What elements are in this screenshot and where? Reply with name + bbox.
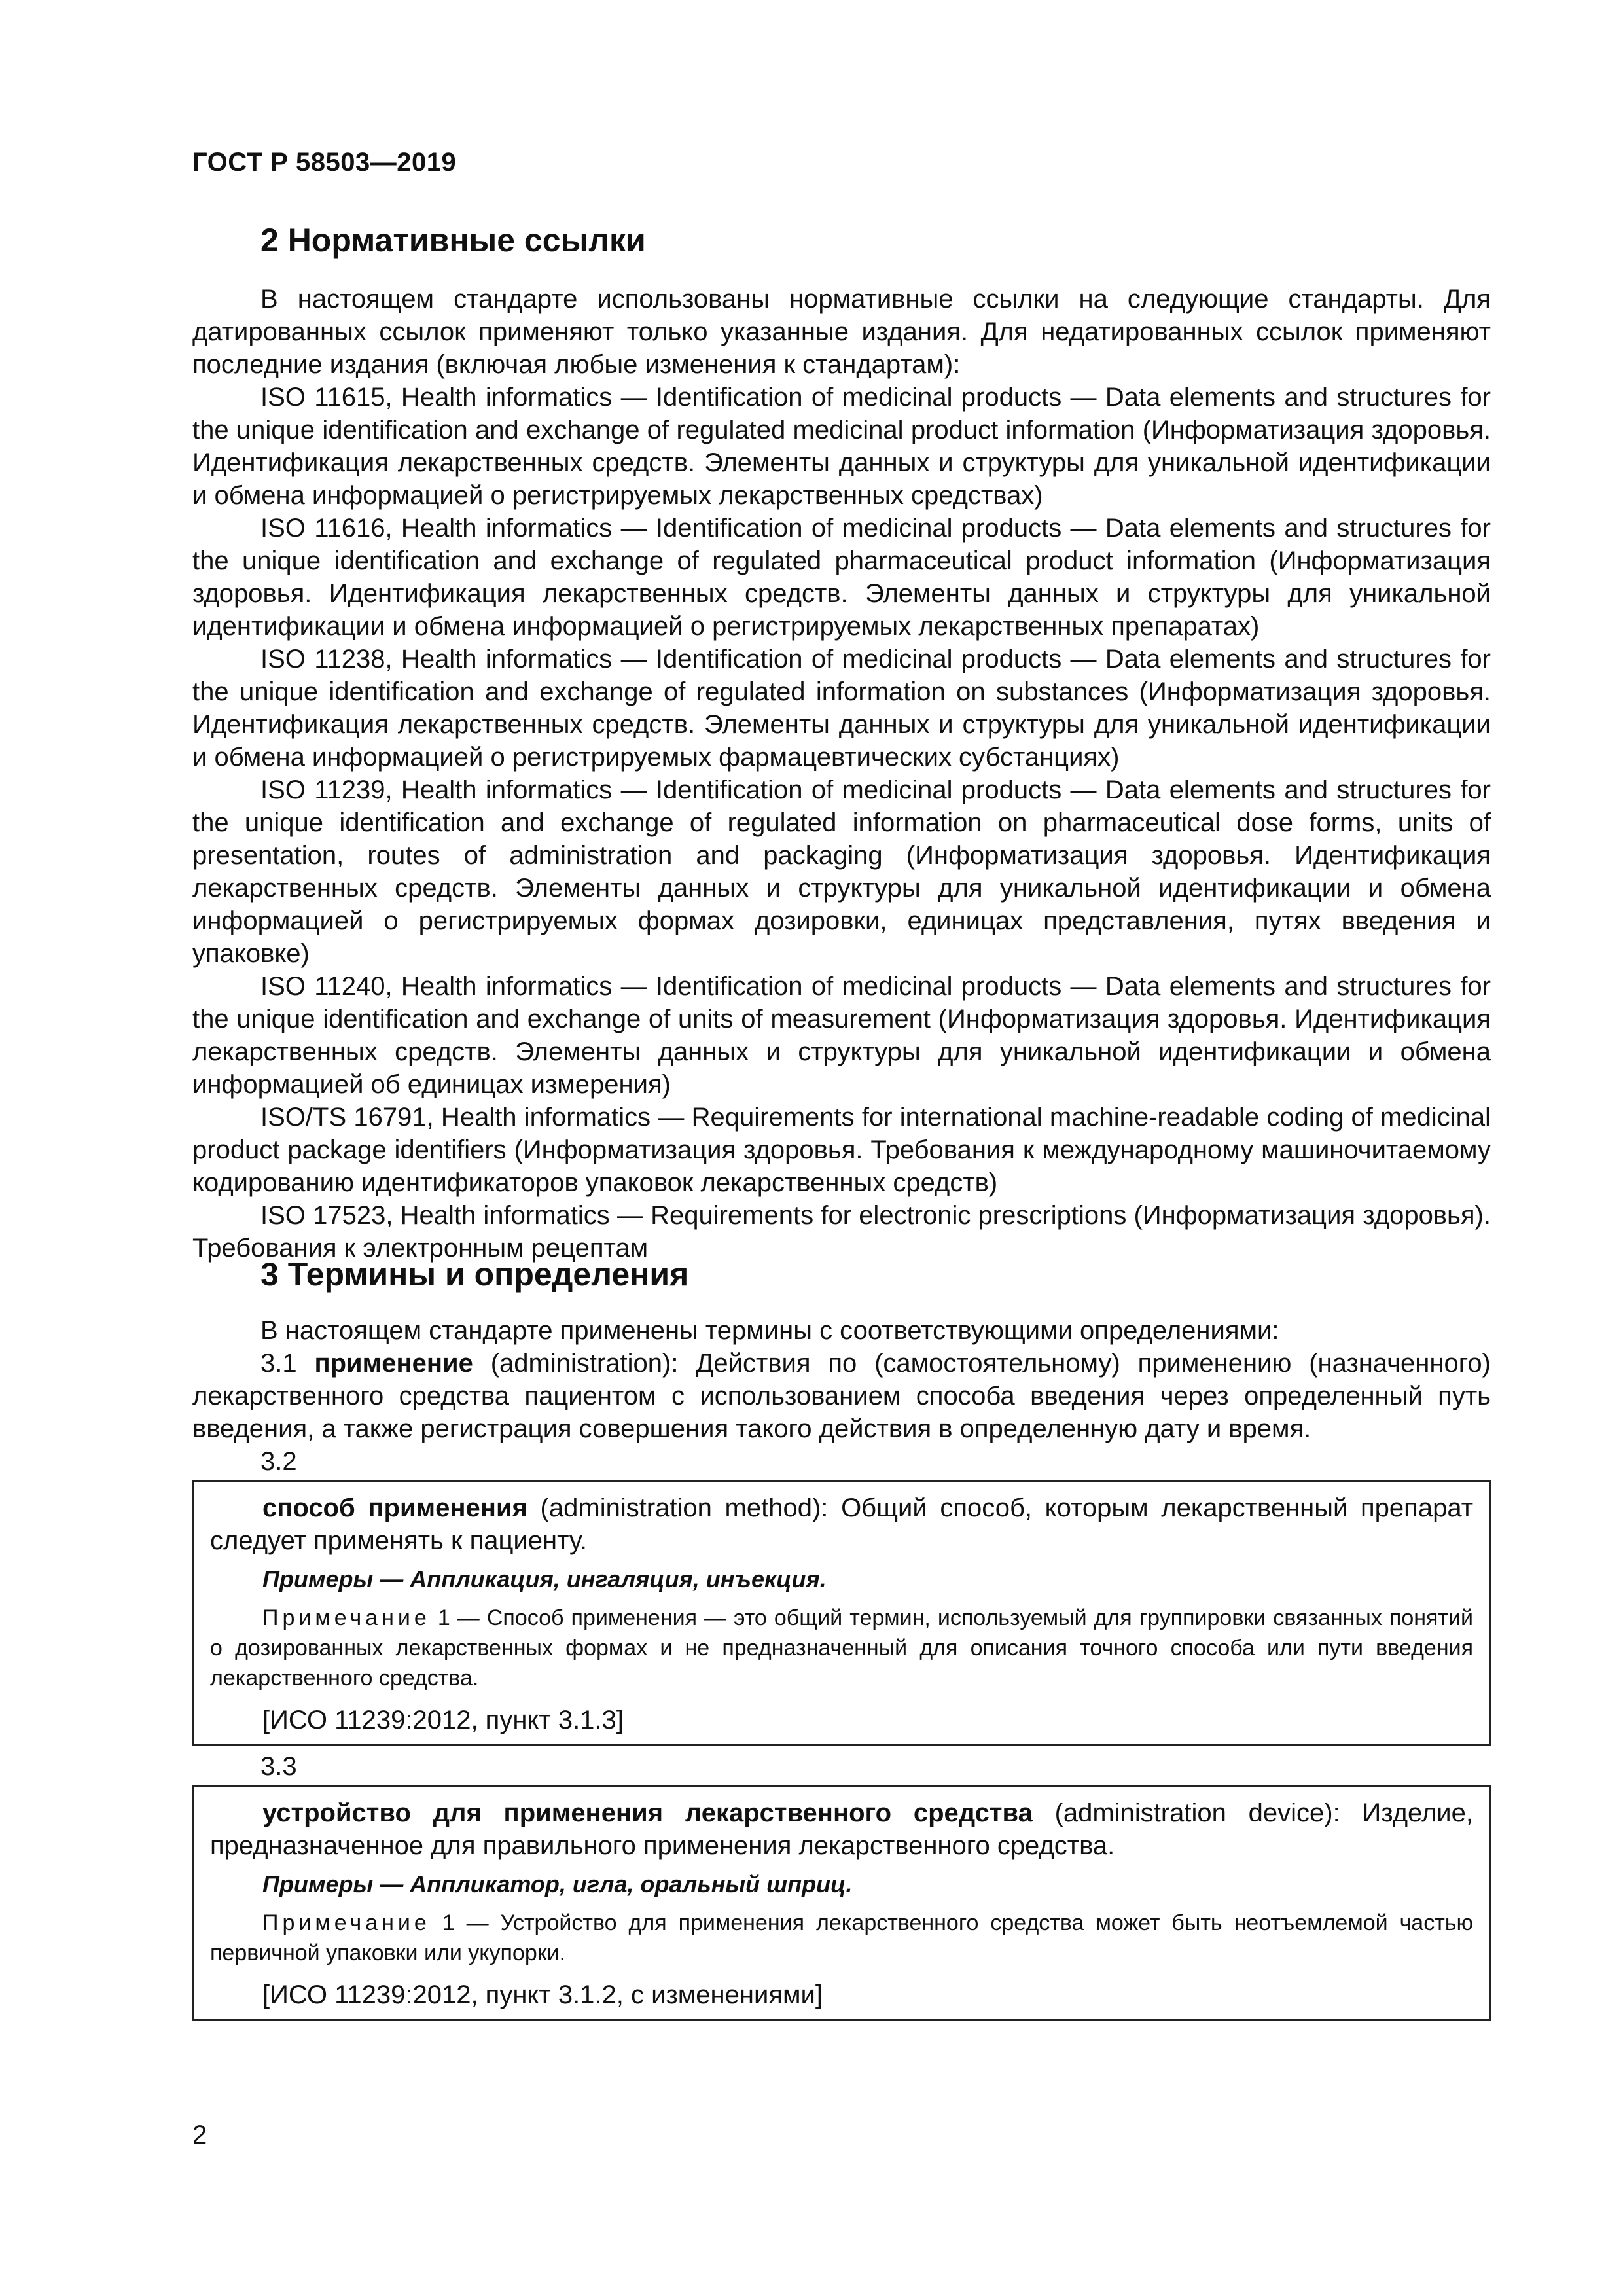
section-2-body xyxy=(192,283,1491,1265)
term-3-2-definition xyxy=(210,1492,1473,1557)
term-3-1-number: 3.1 xyxy=(260,1349,297,1378)
term-3-1 xyxy=(192,1347,1491,1445)
term-3-2-examples: Примеры — Аппликация, ингаляция, инъекция. xyxy=(262,1566,827,1592)
document-id-header: ГОСТ Р 58503—2019 xyxy=(192,148,457,177)
section-2-intro: В настоящем стандарте использованы нормативные ссылки на следующие стандарты. Для датированных ссылок применяют только указанные издания. Для недатированных ссылок применяют последние издания (включая любые изменения к стандартам): xyxy=(192,285,1491,379)
reference-iso-11240: ISO 11240, Health informatics — Identification of medicinal products — Data elements and structures for the unique identification and exchange of units of measurement (Информатизация здоровья. Идентификация лекарственных средств. Элементы данных и структуры для уникальной идентификации и обмена информацией об единицах измерения) xyxy=(192,972,1491,1099)
term-3-2-definition-text: (administration method): Общий способ, которым лекарственный препарат следует применять к пациенту. xyxy=(210,1494,1474,1555)
term-3-3-box xyxy=(192,1785,1491,2021)
term-3-1-definition: (administration): Действия по (самостоятельному) применению (назначенного) лекарственного средства пациентом с использованием способа введения через определенный путь введения, а также регистрация совершения такого действия в определенную дату и время. xyxy=(192,1349,1491,1443)
page-number: 2 xyxy=(192,2121,207,2149)
term-3-3-term: устройство для применения лекарственного средства xyxy=(262,1799,1033,1827)
section-3-body xyxy=(192,1314,1491,2025)
term-3-2-source: [ИСО 11239:2012, пункт 3.1.3] xyxy=(262,1706,624,1734)
section-2-heading xyxy=(192,221,646,259)
section-3-heading xyxy=(192,1255,688,1293)
term-3-2-number: 3.2 xyxy=(260,1447,297,1476)
term-3-2-note-label: Примечание xyxy=(262,1605,431,1630)
term-3-3-number: 3.3 xyxy=(260,1752,297,1781)
term-3-3-note-text: 1 — Устройство для применения лекарственного средства может быть неотъемлемой частью первичной упаковки или укупорки. xyxy=(210,1910,1473,1965)
term-3-1-term: применение xyxy=(314,1349,473,1378)
reference-iso-11616: ISO 11616, Health informatics — Identification of medicinal products — Data elements and structures for the unique identification and exchange of regulated pharmaceutical product information (Информатизация здоровья. Идентификация лекарственных средств. Элементы данных и структуры для уникальной идентификации и обмена информацией о регистрируемых лекарственных препаратах) xyxy=(192,514,1491,641)
term-3-3-examples: Примеры — Аппликатор, игла, оральный шприц. xyxy=(262,1871,853,1897)
section-2-title: 2 Нормативные ссылки xyxy=(260,222,646,259)
reference-iso-11615: ISO 11615, Health informatics — Identification of medicinal products — Data elements and structures for the unique identification and exchange of regulated medicinal product information (Информатизация здоровья. Идентификация лекарственных средств. Элементы данных и структуры для уникальной идентификации и обмена информацией о регистрируемых лекарственных средствах) xyxy=(192,383,1491,510)
term-3-3-source: [ИСО 11239:2012, пункт 3.1.2, с изменениями] xyxy=(262,1981,823,2009)
term-3-2-term: способ применения xyxy=(262,1494,527,1522)
term-3-2-box xyxy=(192,1480,1491,1746)
term-3-3-note-label: Примечание xyxy=(262,1910,431,1935)
term-3-3-definition-text: (administration device): Изделие, предназначенное для правильного применения лекарственного средства. xyxy=(210,1799,1473,1860)
section-3-title: 3 Термины и определения xyxy=(260,1256,689,1293)
reference-iso-11239: ISO 11239, Health informatics — Identification of medicinal products — Data elements and structures for the unique identification and exchange of regulated information on pharmaceutical dose forms, units of presentation, routes of administration and packaging (Информатизация здоровья. Идентификация лекарственных средств. Элементы данных и структуры для уникальной идентификации и обмена информацией о регистрируемых формах дозировки, единицах представления, путях введения и упаковке) xyxy=(192,776,1491,968)
term-3-2-note xyxy=(210,1603,1473,1693)
document-page xyxy=(192,0,1491,2296)
section-3-intro: В настоящем стандарте применены термины с соответствующими определениями: xyxy=(260,1316,1279,1345)
reference-iso-17523: ISO 17523, Health informatics — Requirements for electronic prescriptions (Информатизация здоровья). Требования к электронным рецептам xyxy=(192,1201,1491,1263)
reference-iso-11238: ISO 11238, Health informatics — Identification of medicinal products — Data elements and structures for the unique identification and exchange of regulated information on substances (Информатизация здоровья. Идентификация лекарственных средств. Элементы данных и структуры для уникальной идентификации и обмена информацией о регистрируемых фармацевтических субстанциях) xyxy=(192,645,1491,772)
term-3-3-note xyxy=(210,1908,1473,1968)
term-3-3-definition xyxy=(210,1797,1473,1862)
reference-iso-ts-16791: ISO/TS 16791, Health informatics — Requirements for international machine-readable coding of medicinal product package identifiers (Информатизация здоровья. Требования к международному машиночитаемому кодированию идентификаторов упаковок лекарственных средств) xyxy=(192,1103,1491,1197)
term-3-2-note-text: 1 — Способ применения — это общий термин, используемый для группировки связанных понятий о дозированных лекарственных формах и не предназначенный для описания точного способа или пути введения лекарственного средства. xyxy=(210,1605,1473,1691)
